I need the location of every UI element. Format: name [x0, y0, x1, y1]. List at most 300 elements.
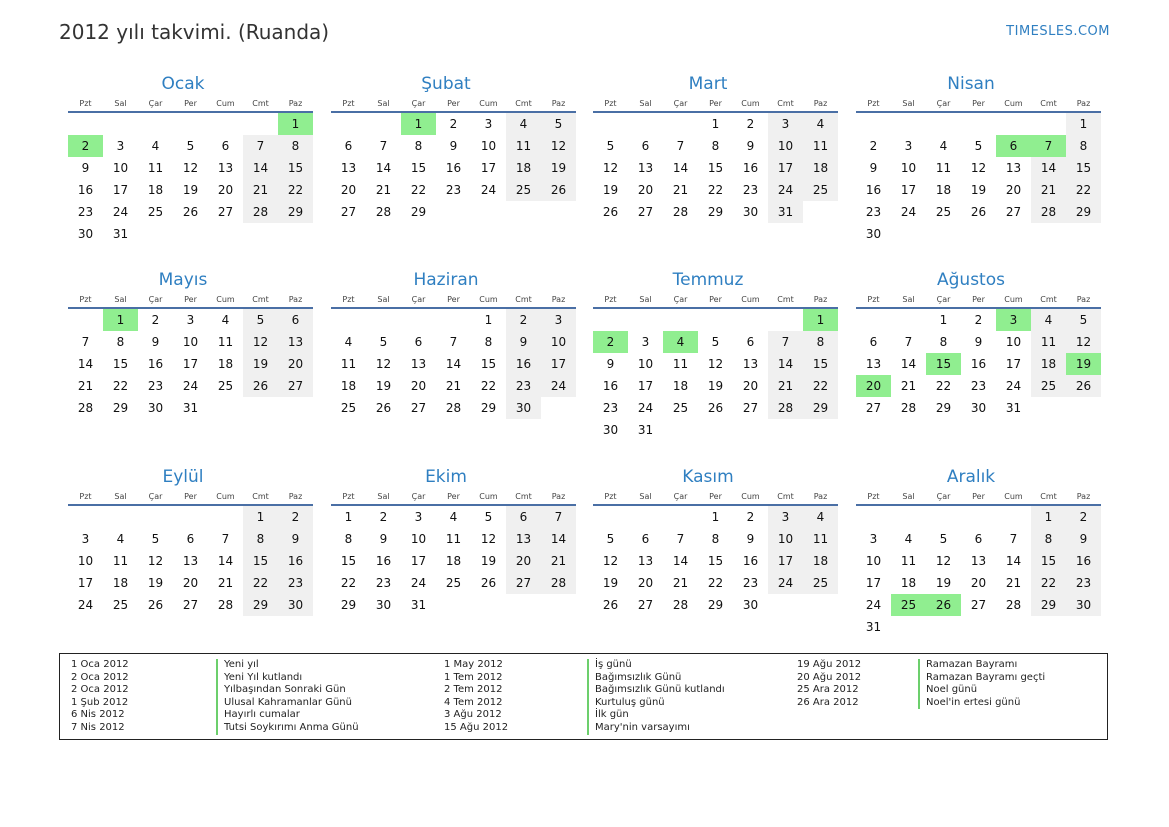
- weekday-header: Sal: [891, 96, 926, 113]
- day-cell: 22: [243, 572, 278, 594]
- day-cell: 3: [768, 506, 803, 528]
- day-cell: 20: [340, 183, 357, 197]
- empty-cell: [593, 113, 628, 135]
- day-cell: 26: [480, 576, 497, 590]
- day-cell: 24: [865, 598, 882, 612]
- day-cell: 29: [480, 401, 497, 415]
- day-cell: 6: [869, 335, 878, 349]
- day-cell: 20: [1005, 183, 1022, 197]
- day-cell: 24: [541, 375, 576, 397]
- day-cell: 15: [1031, 550, 1066, 572]
- day-cell: 31: [768, 201, 803, 223]
- brand-link[interactable]: TIMESLES.COM: [1006, 24, 1110, 39]
- day-cell: 16: [147, 357, 164, 371]
- legend-holiday-name: Kurtuluş günü: [587, 697, 725, 710]
- day-cell: 4: [506, 113, 541, 135]
- month-grid: [856, 489, 1094, 638]
- day-cell: 30: [970, 401, 987, 415]
- legend-holiday-name: Bağımsızlık Günü kutlandı: [587, 684, 725, 697]
- weekday-header: Cum: [471, 292, 506, 309]
- weekday-header: Çar: [663, 96, 698, 113]
- weekday-header: Cum: [208, 489, 243, 506]
- day-cell: 30: [375, 598, 392, 612]
- day-cell: 12: [182, 161, 199, 175]
- day-cell: 28: [672, 598, 689, 612]
- day-cell: 4: [939, 139, 948, 153]
- day-cell: 24: [112, 205, 129, 219]
- day-cell: 17: [77, 576, 94, 590]
- day-cell: 24: [182, 379, 199, 393]
- legend-holiday-name: Tutsi Soykırımı Anma Günü: [216, 722, 359, 735]
- month-name: Aralık: [946, 467, 996, 487]
- empty-cell: [628, 309, 663, 331]
- weekday-header: Cmt: [768, 292, 803, 309]
- day-cell: 11: [506, 135, 541, 157]
- empty-cell: [891, 506, 926, 528]
- day-cell: 10: [865, 554, 882, 568]
- legend-holiday-name: Noel'in ertesi günü: [918, 697, 1045, 710]
- day-cell: 30: [1066, 594, 1101, 616]
- month-grid: [68, 292, 306, 419]
- month-calendar: [60, 465, 306, 616]
- day-cell: 1: [1031, 506, 1066, 528]
- day-cell: 11: [803, 135, 838, 157]
- day-cell: 2: [746, 117, 755, 131]
- day-cell: 22: [340, 576, 357, 590]
- day-cell: 4: [803, 506, 838, 528]
- page-title: 2012 yılı takvimi. (Ruanda): [59, 20, 330, 44]
- day-cell: 14: [1031, 157, 1066, 179]
- day-cell: 17: [541, 353, 576, 375]
- legend-holiday-name: Ramazan Bayramı: [918, 659, 1045, 672]
- empty-cell: [996, 113, 1031, 135]
- day-cell: 29: [410, 205, 427, 219]
- day-cell: 16: [278, 550, 313, 572]
- weekday-header: Çar: [926, 489, 961, 506]
- empty-cell: [208, 113, 243, 135]
- empty-cell: [593, 309, 628, 331]
- day-cell: 25: [935, 205, 952, 219]
- empty-cell: [103, 113, 138, 135]
- day-cell: 5: [541, 113, 576, 135]
- day-cell: 15: [803, 353, 838, 375]
- day-cell: 26: [602, 205, 619, 219]
- day-cell: 16: [375, 554, 392, 568]
- legend-names: [216, 659, 359, 735]
- day-cell: 16: [742, 161, 759, 175]
- day-cell: 11: [803, 528, 838, 550]
- month-calendar: [323, 72, 569, 223]
- day-cell: 1: [939, 313, 948, 327]
- day-cell: 8: [711, 139, 720, 153]
- weekday-header: Cmt: [506, 489, 541, 506]
- day-cell: 9: [869, 161, 878, 175]
- legend-holiday-name: Mary'nin varsayımı: [587, 722, 725, 735]
- day-cell: 3: [186, 313, 195, 327]
- day-cell: 10: [768, 528, 803, 550]
- day-cell: 6: [746, 335, 755, 349]
- day-cell: 19: [541, 157, 576, 179]
- weekday-header: Pzt: [856, 292, 891, 309]
- day-cell: 13: [340, 161, 357, 175]
- day-cell: 21: [672, 183, 689, 197]
- day-cell: 11: [935, 161, 952, 175]
- day-cell: 16: [445, 161, 462, 175]
- day-cell: 29: [278, 201, 313, 223]
- day-cell: 29: [707, 205, 724, 219]
- day-cell: 16: [970, 357, 987, 371]
- day-cell: 12: [243, 331, 278, 353]
- day-cell: 28: [217, 598, 234, 612]
- empty-cell: [68, 506, 103, 528]
- day-cell: 23: [602, 401, 619, 415]
- holiday-day-cell: 1: [401, 113, 436, 135]
- day-cell: 30: [865, 227, 882, 241]
- empty-cell: [628, 506, 663, 528]
- day-cell: 3: [641, 335, 650, 349]
- day-cell: 9: [379, 532, 388, 546]
- day-cell: 13: [506, 528, 541, 550]
- day-cell: 7: [81, 335, 90, 349]
- day-cell: 3: [768, 113, 803, 135]
- day-cell: 13: [637, 161, 654, 175]
- empty-cell: [663, 309, 698, 331]
- day-cell: 20: [742, 379, 759, 393]
- legend-date: 3 Ağu 2012: [444, 709, 502, 721]
- day-cell: 20: [182, 576, 199, 590]
- day-cell: 19: [147, 576, 164, 590]
- day-cell: 21: [900, 379, 917, 393]
- day-cell: 16: [506, 353, 541, 375]
- day-cell: 29: [1031, 594, 1066, 616]
- day-cell: 12: [602, 161, 619, 175]
- day-cell: 22: [803, 375, 838, 397]
- day-cell: 29: [803, 397, 838, 419]
- day-cell: 17: [768, 550, 803, 572]
- day-cell: 30: [506, 397, 541, 419]
- legend-holiday-name: Hayırlı cumalar: [216, 709, 359, 722]
- day-cell: 17: [182, 357, 199, 371]
- empty-cell: [138, 506, 173, 528]
- weekday-header: Cmt: [243, 489, 278, 506]
- day-cell: 25: [803, 179, 838, 201]
- day-cell: 23: [506, 375, 541, 397]
- day-cell: 18: [340, 379, 357, 393]
- legend-dates: [444, 659, 508, 735]
- day-cell: 15: [480, 357, 497, 371]
- holiday-day-cell: 1: [278, 113, 313, 135]
- day-cell: 25: [445, 576, 462, 590]
- day-cell: 9: [746, 532, 755, 546]
- day-cell: 29: [340, 598, 357, 612]
- day-cell: 15: [340, 554, 357, 568]
- day-cell: 25: [217, 379, 234, 393]
- day-cell: 2: [746, 510, 755, 524]
- day-cell: 16: [1066, 550, 1101, 572]
- day-cell: 19: [375, 379, 392, 393]
- month-grid: [856, 96, 1094, 245]
- legend-date: 1 Oca 2012: [71, 659, 129, 670]
- day-cell: 4: [1031, 309, 1066, 331]
- day-cell: 26: [375, 401, 392, 415]
- weekday-header: Sal: [891, 489, 926, 506]
- day-cell: 6: [641, 139, 650, 153]
- holiday-day-cell: 20: [856, 375, 891, 397]
- day-cell: 21: [1005, 576, 1022, 590]
- weekday-header: Paz: [278, 292, 313, 309]
- legend-date: 1 Şub 2012: [71, 696, 129, 708]
- day-cell: 14: [217, 554, 234, 568]
- legend-names: [918, 659, 1045, 709]
- weekday-header: Per: [436, 292, 471, 309]
- day-cell: 26: [707, 401, 724, 415]
- weekday-header: Paz: [541, 96, 576, 113]
- day-cell: 25: [340, 401, 357, 415]
- day-cell: 25: [506, 179, 541, 201]
- day-cell: 26: [602, 598, 619, 612]
- day-cell: 23: [77, 205, 94, 219]
- day-cell: 27: [742, 401, 759, 415]
- day-cell: 19: [970, 183, 987, 197]
- month-name: Mayıs: [158, 270, 208, 290]
- day-cell: 2: [449, 117, 458, 131]
- day-cell: 4: [904, 532, 913, 546]
- empty-cell: [68, 309, 103, 331]
- day-cell: 23: [278, 572, 313, 594]
- day-cell: 30: [77, 227, 94, 241]
- day-cell: 11: [147, 161, 164, 175]
- day-cell: 26: [541, 179, 576, 201]
- weekday-header: Pzt: [593, 96, 628, 113]
- day-cell: 3: [541, 309, 576, 331]
- empty-cell: [401, 309, 436, 331]
- day-cell: 7: [541, 506, 576, 528]
- day-cell: 16: [77, 183, 94, 197]
- legend-date: 19 Ağu 2012: [797, 659, 862, 670]
- weekday-header: Pzt: [331, 292, 366, 309]
- day-cell: 9: [151, 335, 160, 349]
- day-cell: 8: [1066, 135, 1101, 157]
- day-cell: 28: [672, 205, 689, 219]
- day-cell: 21: [375, 183, 392, 197]
- day-cell: 20: [637, 576, 654, 590]
- day-cell: 16: [865, 183, 882, 197]
- empty-cell: [961, 506, 996, 528]
- day-cell: 5: [243, 309, 278, 331]
- day-cell: 25: [803, 572, 838, 594]
- day-cell: 14: [243, 157, 278, 179]
- day-cell: 13: [637, 554, 654, 568]
- day-cell: 4: [151, 139, 160, 153]
- day-cell: 24: [410, 576, 427, 590]
- legend-holiday-name: Yeni yıl: [216, 659, 359, 672]
- day-cell: 22: [112, 379, 129, 393]
- day-cell: 14: [77, 357, 94, 371]
- weekday-header: Per: [436, 96, 471, 113]
- legend-names: [587, 659, 725, 735]
- empty-cell: [663, 113, 698, 135]
- day-cell: 9: [1066, 528, 1101, 550]
- empty-cell: [891, 113, 926, 135]
- day-cell: 30: [147, 401, 164, 415]
- weekday-header: Per: [961, 292, 996, 309]
- day-cell: 13: [1005, 161, 1022, 175]
- month-grid: [68, 96, 306, 245]
- day-cell: 22: [278, 179, 313, 201]
- weekday-header: Çar: [138, 292, 173, 309]
- day-cell: 7: [243, 135, 278, 157]
- day-cell: 17: [1005, 357, 1022, 371]
- month-calendar: [848, 72, 1094, 245]
- weekday-header: Çar: [138, 489, 173, 506]
- weekday-header: Paz: [278, 96, 313, 113]
- weekday-header: Per: [961, 96, 996, 113]
- day-cell: 1: [484, 313, 493, 327]
- weekday-header: Paz: [541, 292, 576, 309]
- month-grid: [68, 489, 306, 616]
- weekday-header: Sal: [628, 489, 663, 506]
- holiday-day-cell: 3: [996, 309, 1031, 331]
- day-cell: 28: [541, 572, 576, 594]
- weekday-header: Sal: [366, 489, 401, 506]
- holiday-day-cell: 4: [663, 331, 698, 353]
- holiday-day-cell: 26: [926, 594, 961, 616]
- day-cell: 22: [707, 183, 724, 197]
- day-cell: 1: [344, 510, 353, 524]
- weekday-header: Çar: [663, 489, 698, 506]
- day-cell: 18: [147, 183, 164, 197]
- empty-cell: [856, 113, 891, 135]
- day-cell: 15: [1066, 157, 1101, 179]
- empty-cell: [103, 506, 138, 528]
- day-cell: 18: [803, 550, 838, 572]
- day-cell: 5: [606, 532, 615, 546]
- day-cell: 19: [602, 576, 619, 590]
- day-cell: 25: [672, 401, 689, 415]
- legend-date: 4 Tem 2012: [444, 696, 503, 708]
- empty-cell: [996, 506, 1031, 528]
- legend-holiday-name: Noel günü: [918, 684, 1045, 697]
- day-cell: 26: [243, 375, 278, 397]
- weekday-header: Sal: [103, 292, 138, 309]
- empty-cell: [856, 309, 891, 331]
- weekday-header: Pzt: [856, 96, 891, 113]
- day-cell: 8: [414, 139, 423, 153]
- day-cell: 19: [480, 554, 497, 568]
- day-cell: 4: [116, 532, 125, 546]
- day-cell: 19: [935, 576, 952, 590]
- weekday-header: Paz: [1066, 292, 1101, 309]
- day-cell: 12: [602, 554, 619, 568]
- month-calendar: [848, 268, 1094, 419]
- empty-cell: [173, 506, 208, 528]
- weekday-header: Cmt: [1031, 489, 1066, 506]
- day-cell: 20: [410, 379, 427, 393]
- legend-date: 20 Ağu 2012: [797, 671, 862, 683]
- weekday-header: Per: [173, 292, 208, 309]
- month-grid: [331, 292, 569, 419]
- day-cell: 6: [344, 139, 353, 153]
- day-cell: 21: [243, 179, 278, 201]
- day-cell: 7: [768, 331, 803, 353]
- day-cell: 31: [112, 227, 129, 241]
- day-cell: 7: [221, 532, 230, 546]
- day-cell: 1: [243, 506, 278, 528]
- weekday-header: Sal: [366, 96, 401, 113]
- month-grid: [593, 96, 831, 223]
- day-cell: 10: [77, 554, 94, 568]
- day-cell: 5: [1066, 309, 1101, 331]
- holiday-day-cell: 7: [1031, 135, 1066, 157]
- day-cell: 9: [746, 139, 755, 153]
- legend-date: 7 Nis 2012: [71, 721, 125, 733]
- day-cell: 29: [112, 401, 129, 415]
- weekday-header: Cum: [733, 489, 768, 506]
- day-cell: 31: [1005, 401, 1022, 415]
- day-cell: 6: [221, 139, 230, 153]
- legend-date: 26 Ara 2012: [797, 696, 859, 708]
- empty-cell: [208, 506, 243, 528]
- empty-cell: [891, 309, 926, 331]
- day-cell: 31: [410, 598, 427, 612]
- day-cell: 7: [676, 532, 685, 546]
- weekday-header: Per: [698, 96, 733, 113]
- day-cell: 4: [449, 510, 458, 524]
- holiday-day-cell: 2: [593, 331, 628, 353]
- day-cell: 7: [904, 335, 913, 349]
- day-cell: 30: [742, 205, 759, 219]
- day-cell: 29: [707, 598, 724, 612]
- day-cell: 10: [112, 161, 129, 175]
- day-cell: 6: [641, 532, 650, 546]
- day-cell: 2: [379, 510, 388, 524]
- empty-cell: [173, 113, 208, 135]
- month-grid: [331, 96, 569, 223]
- weekday-header: Cmt: [1031, 292, 1066, 309]
- empty-cell: [961, 113, 996, 135]
- legend-dates: [797, 659, 861, 709]
- day-cell: 2: [974, 313, 983, 327]
- weekday-header: Cmt: [243, 292, 278, 309]
- day-cell: 1: [711, 117, 720, 131]
- day-cell: 14: [541, 528, 576, 550]
- empty-cell: [698, 309, 733, 331]
- day-cell: 2: [1066, 506, 1101, 528]
- day-cell: 30: [278, 594, 313, 616]
- legend-holiday-name: Bağımsızlık Günü: [587, 672, 725, 685]
- day-cell: 2: [506, 309, 541, 331]
- day-cell: 17: [112, 183, 129, 197]
- day-cell: 8: [243, 528, 278, 550]
- legend-date: 6 Nis 2012: [71, 709, 125, 721]
- empty-cell: [926, 506, 961, 528]
- weekday-header: Pzt: [68, 292, 103, 309]
- weekday-header: Pzt: [68, 96, 103, 113]
- day-cell: 28: [1005, 598, 1022, 612]
- day-cell: 3: [414, 510, 423, 524]
- weekday-header: Çar: [401, 489, 436, 506]
- weekday-header: Per: [961, 489, 996, 506]
- day-cell: 12: [935, 554, 952, 568]
- holiday-day-cell: 19: [1066, 353, 1101, 375]
- day-cell: 11: [900, 554, 917, 568]
- legend-dates: [71, 659, 129, 735]
- day-cell: 5: [974, 139, 983, 153]
- weekday-header: Pzt: [593, 489, 628, 506]
- day-cell: 23: [742, 576, 759, 590]
- legend-holiday-name: İş günü: [587, 659, 725, 672]
- day-cell: 17: [480, 161, 497, 175]
